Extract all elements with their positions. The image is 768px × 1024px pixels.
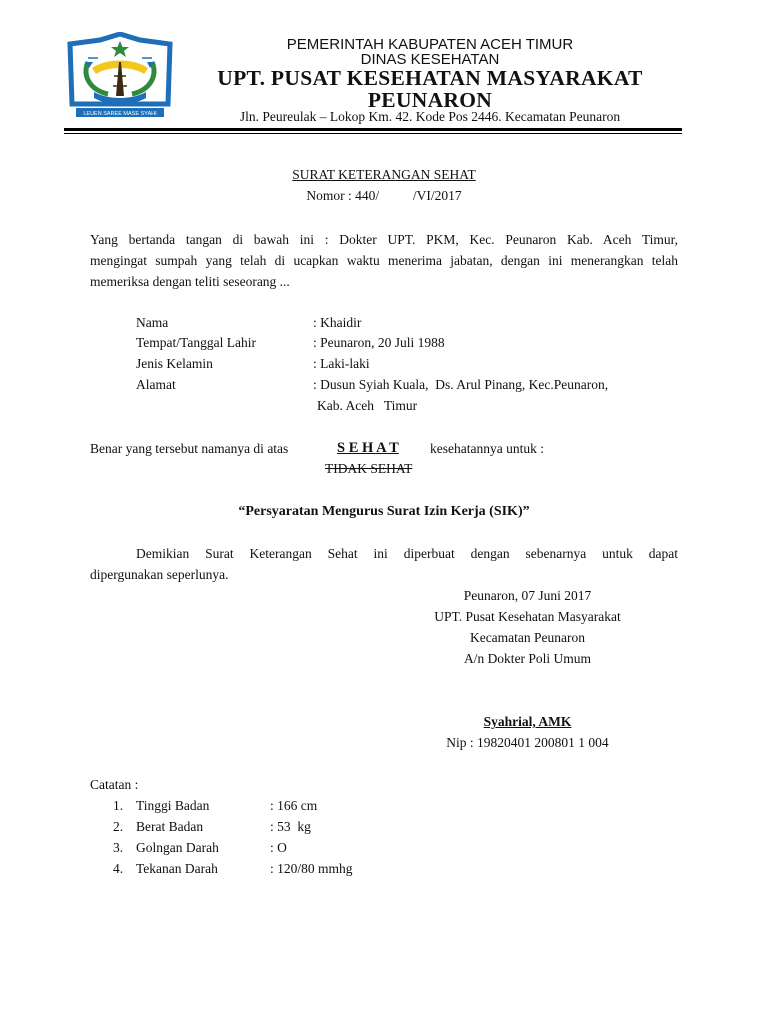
- intro-line-3: memeriksa dengan teliti seseorang ...: [90, 274, 290, 289]
- identity-value: : Laki-laki: [313, 356, 370, 371]
- identity-label: Tempat/Tanggal Lahir: [136, 335, 256, 350]
- intro-line-2: mengingat sumpah yang telah di ucapkan waktu menerima jabatan, dengan ini menerangkan telah: [90, 253, 678, 268]
- identity-label: Nama: [136, 315, 169, 330]
- logo-motto: LEUEN SAREE MASE SYAHI: [83, 111, 157, 117]
- signature-on-behalf: A/n Dokter Poli Umum: [463, 651, 592, 666]
- signatory-nip: Nip : 19820401 200801 1 004: [446, 735, 609, 750]
- note-label: Berat Badan: [136, 819, 204, 834]
- signature-district: Kecamatan Peunaron: [469, 630, 586, 645]
- closing-line-1: Demikian Surat Keterangan Sehat ini diperbuat dengan sebenarnya untuk dapat: [136, 546, 678, 561]
- closing-line-2: dipergunakan seperlunya.: [90, 567, 229, 582]
- header-rule-thin: [64, 133, 682, 134]
- signature-org: UPT. Pusat Kesehatan Masyarakat: [434, 609, 621, 624]
- regency-logo: [64, 32, 176, 122]
- header-institution-place: PEUNARON: [367, 88, 493, 112]
- signature-place-date: Peunaron, 07 Juni 2017: [463, 588, 592, 603]
- note-value: : 120/80 mmhg: [270, 861, 353, 876]
- status-prefix: Benar yang tersebut namanya di atas: [90, 441, 289, 456]
- note-number: 2.: [113, 819, 124, 834]
- status-suffix: kesehatannya untuk :: [430, 441, 544, 456]
- note-number: 4.: [113, 861, 124, 876]
- header-rule-thick: [64, 128, 682, 131]
- header-institution: UPT. PUSAT KESEHATAN MASYARAKAT: [217, 66, 643, 90]
- header-government: PEMERINTAH KABUPATEN ACEH TIMUR: [286, 36, 574, 53]
- note-label: Tinggi Badan: [136, 798, 210, 813]
- intro-line-1: Yang bertanda tangan di bawah ini : Dokter UPT. PKM, Kec. Peunaron Kab. Aceh Timur,: [90, 232, 678, 247]
- identity-value: : Khaidir: [313, 315, 362, 330]
- status-sehat: S E H A T: [337, 440, 399, 456]
- identity-label: Alamat: [136, 377, 176, 392]
- header-department: DINAS KESEHATAN: [360, 51, 500, 68]
- status-tidak-sehat: TIDAK SEHAT: [325, 461, 413, 476]
- note-value: : O: [270, 840, 287, 855]
- document-number: Nomor : 440/ /VI/2017: [306, 188, 462, 203]
- note-number: 1.: [113, 798, 124, 813]
- note-label: Tekanan Darah: [136, 861, 218, 876]
- note-value: : 53 kg: [270, 819, 311, 834]
- note-number: 3.: [113, 840, 124, 855]
- purpose: “Persyaratan Mengurus Surat Izin Kerja (SIK)”: [238, 504, 530, 519]
- address-continuation: Kab. Aceh Timur: [317, 398, 418, 413]
- notes-heading: Catatan :: [90, 777, 139, 792]
- identity-label: Jenis Kelamin: [136, 356, 213, 371]
- identity-value: : Peunaron, 20 Juli 1988: [313, 335, 445, 350]
- header-address: Jln. Peureulak – Lokop Km. 42. Kode Pos 2446. Kecamatan Peunaron: [239, 109, 621, 124]
- note-label: Golngan Darah: [136, 840, 219, 855]
- identity-value: : Dusun Syiah Kuala, Ds. Arul Pinang, Kec.Peunaron,: [313, 377, 609, 392]
- document-title: SURAT KETERANGAN SEHAT: [292, 167, 476, 182]
- note-value: : 166 cm: [270, 798, 318, 813]
- signatory-name: Syahrial, AMK: [483, 714, 572, 729]
